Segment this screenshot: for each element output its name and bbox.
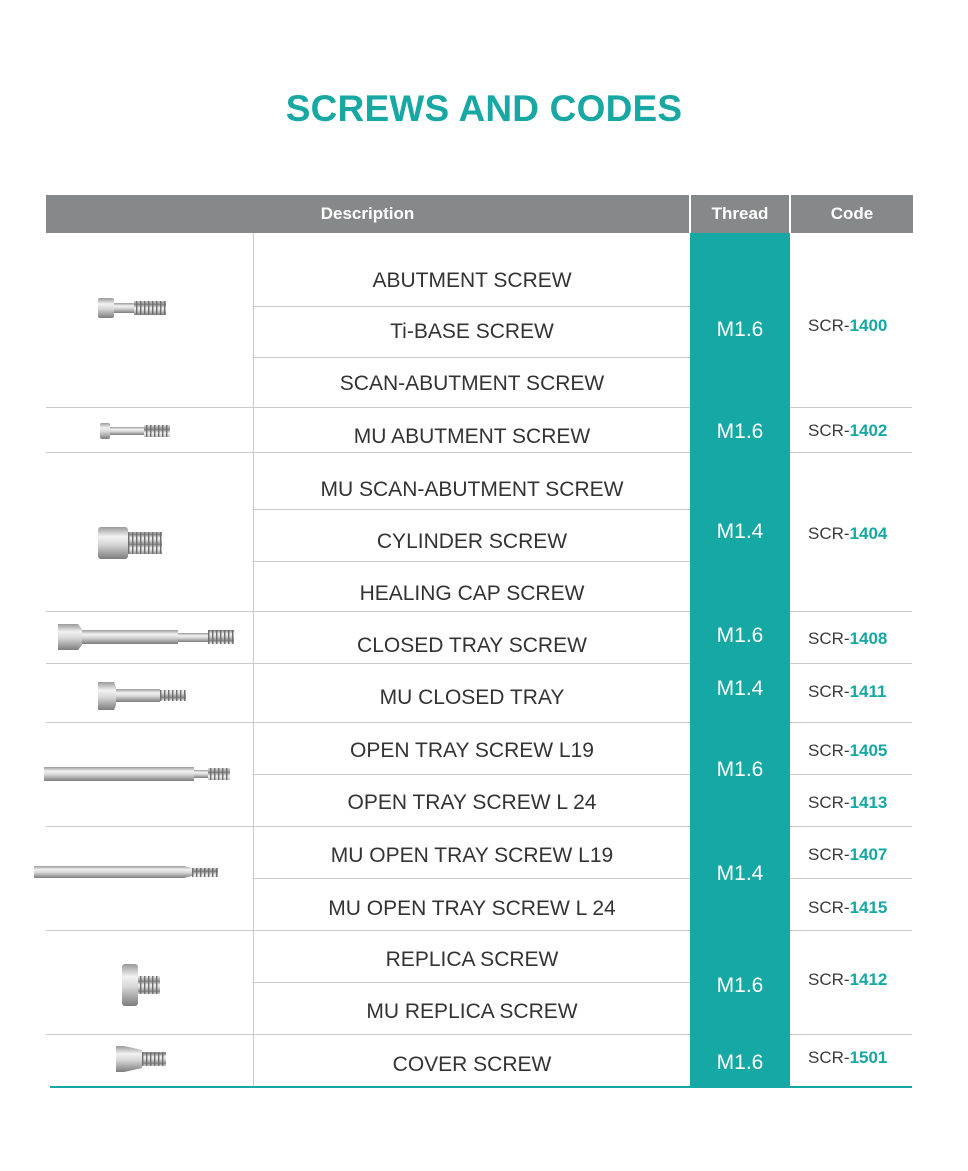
mu-closed-tray-image — [96, 678, 190, 714]
abutment-screw-image — [96, 295, 172, 321]
subrow-separator — [254, 509, 690, 510]
code-cell: SCR-1411 — [808, 682, 887, 701]
subrow-separator — [254, 982, 690, 983]
description-cell: OPEN TRAY SCREW L19 — [350, 739, 594, 762]
subrow-separator — [254, 357, 690, 358]
row-separator — [46, 611, 690, 612]
row-separator — [46, 452, 690, 453]
description-cell: REPLICA SCREW — [385, 948, 559, 971]
code-cell: SCR-1415 — [808, 898, 888, 917]
row-separator — [790, 930, 912, 931]
row-separator — [790, 611, 912, 612]
row-separator — [46, 1034, 690, 1035]
row-separator — [46, 407, 690, 408]
thread-cell: M1.6 — [716, 420, 764, 443]
open-tray-screw-image — [42, 763, 234, 785]
code-cell: SCR-1402 — [808, 421, 888, 440]
replica-screw-image — [120, 962, 164, 1008]
thread-column-bg — [690, 233, 790, 1087]
row-separator — [790, 826, 912, 827]
header-description: Description — [46, 195, 689, 233]
code-cell: SCR-1405 — [808, 741, 888, 760]
page-title: SCREWS AND CODES — [285, 88, 683, 129]
thread-cell: M1.6 — [716, 624, 764, 647]
row-separator — [790, 407, 912, 408]
thread-cell: M1.6 — [716, 1051, 764, 1074]
mu-abutment-screw-image — [98, 420, 172, 442]
thread-cell: M1.4 — [716, 862, 764, 885]
row-separator — [790, 722, 912, 723]
code-cell: SCR-1412 — [808, 970, 888, 989]
description-cell: CYLINDER SCREW — [376, 530, 568, 553]
thread-cell: M1.6 — [716, 318, 764, 341]
thread-cell: M1.6 — [716, 758, 764, 781]
row-separator — [790, 1034, 912, 1035]
description-cell: MU OPEN TRAY SCREW L 24 — [328, 897, 616, 920]
subrow-separator — [254, 878, 690, 879]
row-separator — [790, 452, 912, 453]
description-cell: OPEN TRAY SCREW L 24 — [347, 791, 597, 814]
header-code: Code — [791, 195, 913, 233]
code-cell: SCR-1413 — [808, 793, 888, 812]
header-thread: Thread — [691, 195, 789, 233]
subrow-separator — [254, 306, 690, 307]
code-cell: SCR-1408 — [808, 629, 888, 648]
row-separator — [46, 826, 690, 827]
closed-tray-screw-image — [56, 621, 236, 653]
description-cell: MU OPEN TRAY SCREW L19 — [330, 844, 614, 867]
row-separator — [790, 663, 912, 664]
description-cell: MU SCAN-ABUTMENT SCREW — [320, 478, 624, 501]
description-cell: COVER SCREW — [392, 1053, 552, 1076]
row-separator — [46, 930, 690, 931]
description-cell: HEALING CAP SCREW — [359, 582, 585, 605]
description-cell: MU CLOSED TRAY — [379, 686, 565, 709]
description-cell: ABUTMENT SCREW — [372, 269, 572, 292]
cover-screw-image — [114, 1044, 170, 1074]
row-separator — [46, 663, 690, 664]
subrow-separator — [254, 774, 690, 775]
code-cell: SCR-1501 — [808, 1048, 888, 1067]
description-cell: CLOSED TRAY SCREW — [357, 634, 587, 657]
cylinder-screw-image — [96, 525, 166, 561]
code-cell: SCR-1400 — [808, 316, 888, 335]
thread-cell: M1.4 — [716, 677, 764, 700]
subrow-separator — [790, 774, 912, 775]
subrow-separator — [254, 561, 690, 562]
thread-cell: M1.6 — [716, 974, 764, 997]
code-cell: SCR-1404 — [808, 524, 888, 543]
description-cell: MU ABUTMENT SCREW — [353, 425, 591, 448]
description-cell: SCAN-ABUTMENT SCREW — [339, 372, 605, 395]
mu-open-tray-screw-image — [32, 862, 222, 882]
thread-cell: M1.4 — [716, 520, 764, 543]
row-separator — [46, 722, 690, 723]
table-bottom-rule — [50, 1086, 912, 1088]
description-cell: MU REPLICA SCREW — [366, 1000, 578, 1023]
description-cell: Ti-BASE SCREW — [390, 320, 554, 343]
subrow-separator — [790, 878, 912, 879]
code-cell: SCR-1407 — [808, 845, 888, 864]
